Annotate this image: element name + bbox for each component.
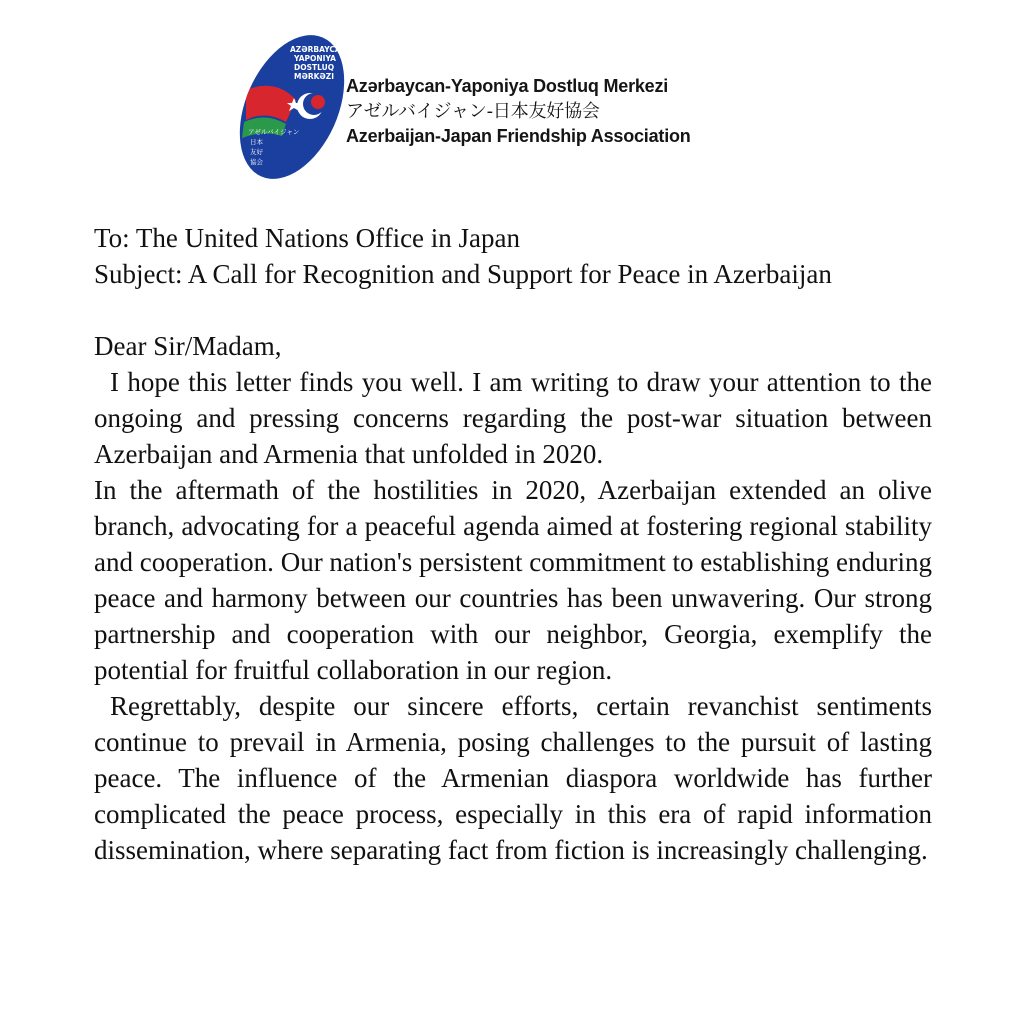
emblem-text-line-1: AZƏRBAYCAN xyxy=(290,45,347,54)
emblem-text-line-4: MƏRKƏZI xyxy=(294,72,335,81)
salutation: Dear Sir/Madam, xyxy=(94,331,282,361)
spacer xyxy=(94,292,932,328)
emblem-jp-line-4: 協会 xyxy=(250,158,263,166)
subject-line: Subject: A Call for Recognition and Support for Peace in Azerbaijan xyxy=(94,259,832,289)
emblem-text-line-3: DOSTLUQ xyxy=(294,63,335,72)
emblem-jp-line-3: 友好 xyxy=(250,148,263,156)
paragraph-1: I hope this letter finds you well. I am writing to draw your attention to the ongoing and pressing concerns regarding the post-war situation between Azerbaijan and Armenia that unfolded in 2020. xyxy=(94,367,932,469)
friendship-association-logo xyxy=(236,30,348,184)
recipient-line: To: The United Nations Office in Japan xyxy=(94,223,521,253)
paragraph-2: In the aftermath of the hostilities in 2020, Azerbaijan extended an olive branch, advocating for a peaceful agenda aimed at fostering regional stability and cooperation. Our nation's persistent commitment to establishing enduring peace and harmony between our countries has been unwavering. Our strong partnership and cooperation with our neighbor, Georgia, exemplify the potential for fruitful collaboration in our region. xyxy=(94,475,932,685)
emblem-jp-line-1: アゼルバイジャン xyxy=(248,128,300,136)
letter-body xyxy=(94,220,932,868)
paragraph-3: Regrettably, despite our sincere efforts, certain revanchist sentiments continue to prevail in Armenia, posing challenges to the pursuit of lasting peace. The influence of the Armenian diaspora worldwide has further complicated the peace process, especially in this era of rapid information dissemination, where separating fact from fiction is increasingly challenging. xyxy=(94,691,932,865)
emblem-jp-line-2: 日本 xyxy=(250,138,263,146)
emblem-text-line-2: YAPONIYA xyxy=(294,54,336,63)
org-name-azerbaijani: Azərbaycan-Yaponiya Dostluq Merkezi xyxy=(346,76,669,96)
org-name-english: Azerbaijan-Japan Friendship Association xyxy=(346,126,691,146)
organization-names xyxy=(346,74,691,149)
letterhead xyxy=(236,30,716,186)
org-name-japanese: アゼルバイジャン-日本友好協会 xyxy=(346,101,600,122)
